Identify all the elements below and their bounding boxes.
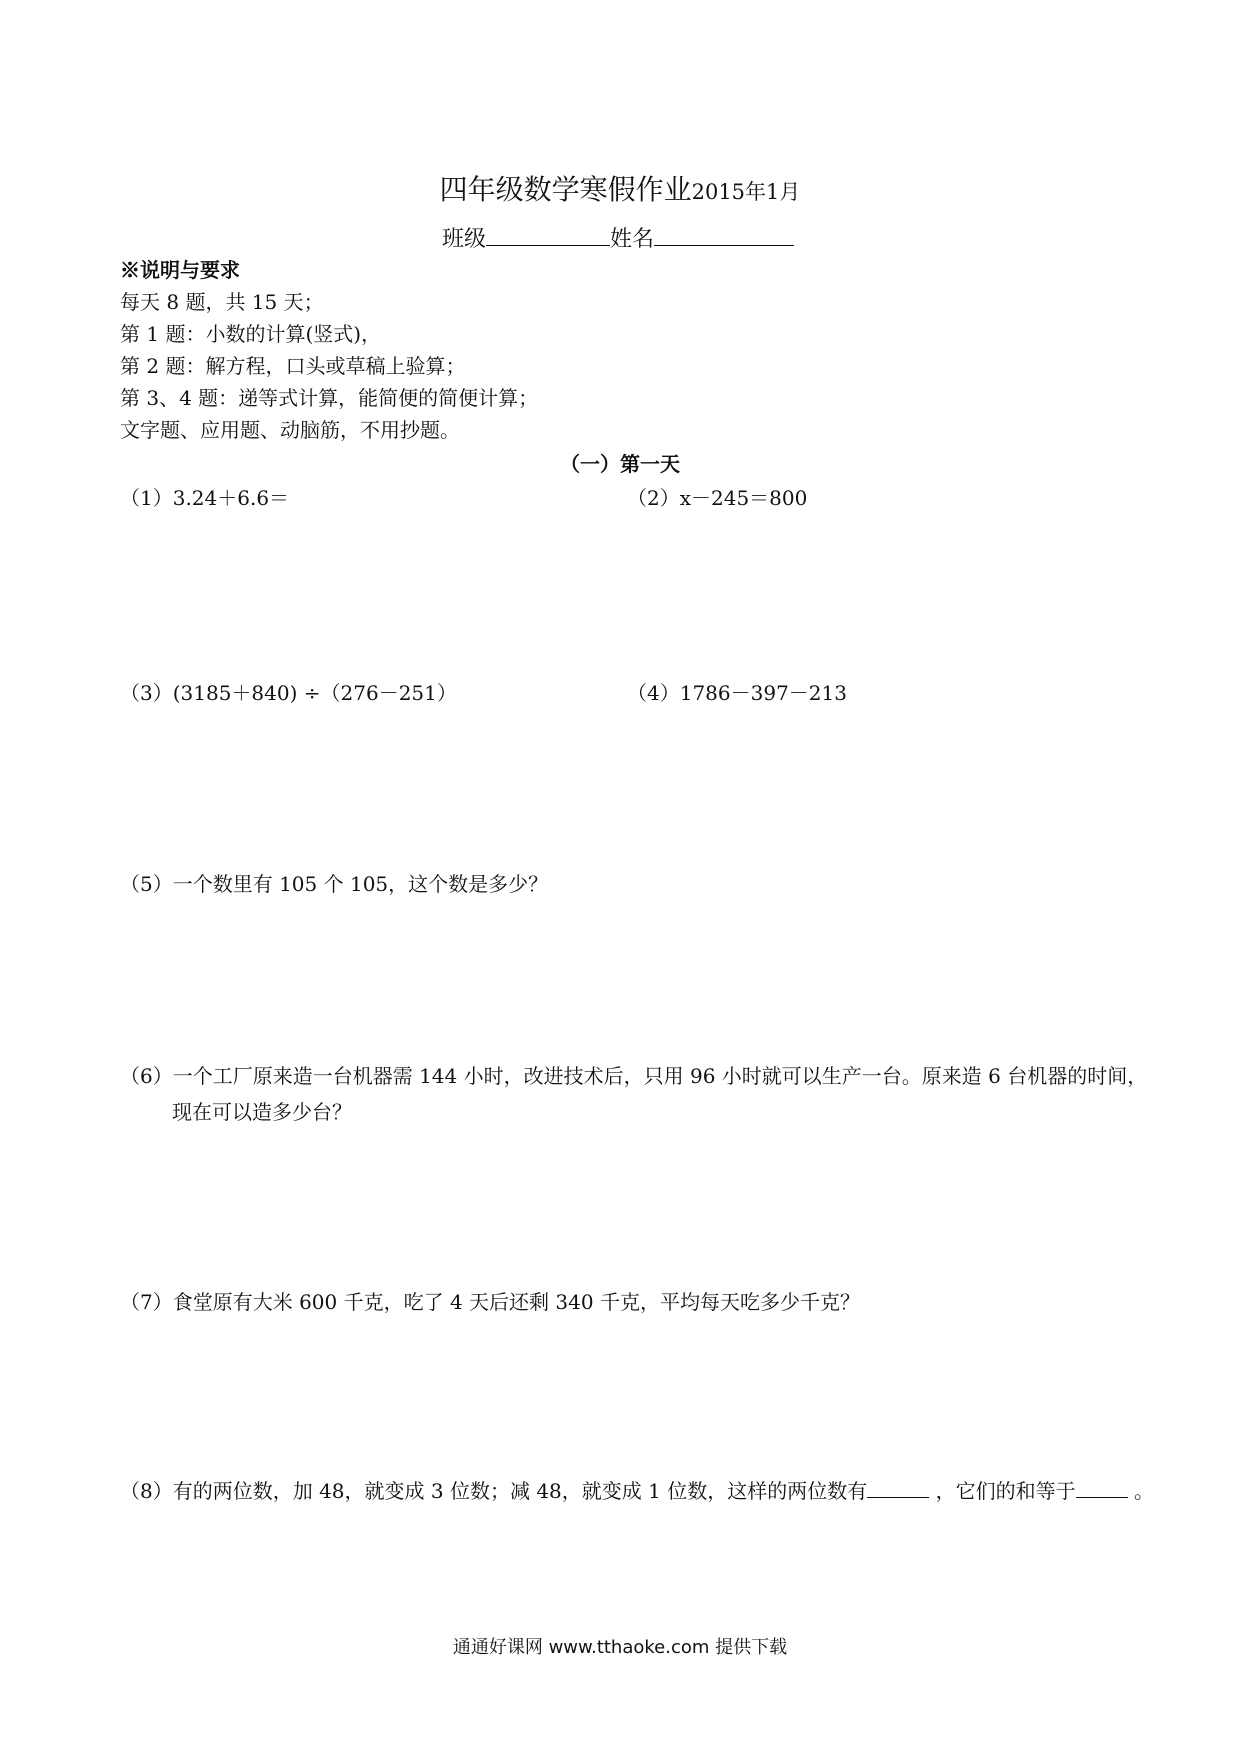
class-label: 班级 [442,227,487,252]
q8-answer-blank-2[interactable] [1076,1479,1128,1498]
question-6: （6）一个工厂原来造一台机器需 144 小时，改进技术后，只用 96 小时就可以生产一台。原来造 6 台机器的时间，现在可以造多少台？ [120,1064,1148,1124]
day-heading: （一）第一天 [560,452,680,476]
question-2: （2）x－245＝800 [627,486,808,510]
footer-credit: 通通好课网 www.tthaoke.com 提供下载 [452,1637,788,1658]
instruction-line: 文字题、应用题、动脑筋，不用抄题。 [120,418,460,442]
name-blank[interactable] [654,225,794,246]
question-4: （4）1786－397－213 [627,681,847,705]
q8-text-3: 。 [1133,1479,1154,1503]
title-date: 2015年1月 [691,180,801,204]
instruction-line: 每天 8 题，共 15 天； [120,290,324,314]
question-3: （3）(3185＋840) ÷（276－251） [120,681,457,705]
question-5: （5）一个数里有 105 个 105，这个数是多少？ [120,872,549,896]
q8-answer-blank-1[interactable] [867,1479,929,1498]
instruction-line: 第 3、4 题：递等式计算，能简便的简便计算； [120,386,539,410]
class-name-line [442,222,794,253]
q8-text-2: ，它们的和等于 [935,1479,1076,1503]
question-1: （1）3.24＋6.6＝ [120,486,290,510]
page-title [0,168,1240,208]
question-7: （7）食堂原有大米 600 千克，吃了 4 天后还剩 340 千克，平均每天吃多少千克？ [120,1290,860,1314]
instruction-line: 第 1 题：小数的计算(竖式)， [120,322,382,346]
instruction-line: 第 2 题：解方程，口头或草稿上验算； [120,354,466,378]
class-blank[interactable] [486,225,610,246]
instructions-heading: ※说明与要求 [120,258,240,282]
q8-text-1: （8）有的两位数，加 48，就变成 3 位数；减 48，就变成 1 位数，这样的两位数有 [120,1479,868,1503]
name-label: 姓名 [610,227,655,252]
question-8 [120,1473,1162,1509]
title-text: 四年级数学寒假作业 [439,173,692,206]
